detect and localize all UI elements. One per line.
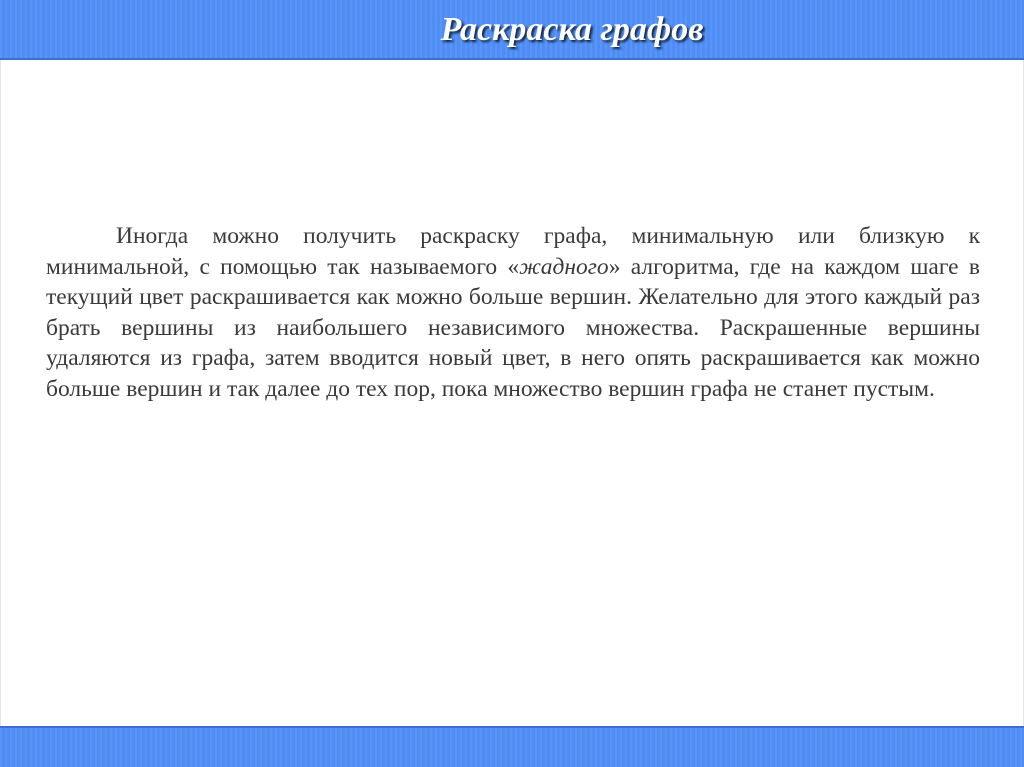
paragraph-emphasis: жадного	[519, 253, 609, 280]
paragraph-text-end: » алгоритма, где на каждом шаге в текущий цвет раскрашивается как можно больше вершин. Желательно для этого каждый раз брать вершины из наибольшего независимого множества. Раскрашенные вершины удаляются из графа, затем вводится новый цвет, в него опять раскрашивается как можно больше вершин и так далее до тех пор, пока множество вершин графа не станет пустым.	[46, 253, 980, 402]
body-paragraph	[46, 221, 980, 405]
paragraph-text-start: Иногда можно получить раскраску графа, минимальную или близкую к минимальной, с помощью так называемого «	[46, 223, 980, 280]
slide-title: Раскраска графов	[440, 11, 704, 48]
header-bar	[0, 0, 1024, 58]
footer-bar	[0, 728, 1024, 767]
